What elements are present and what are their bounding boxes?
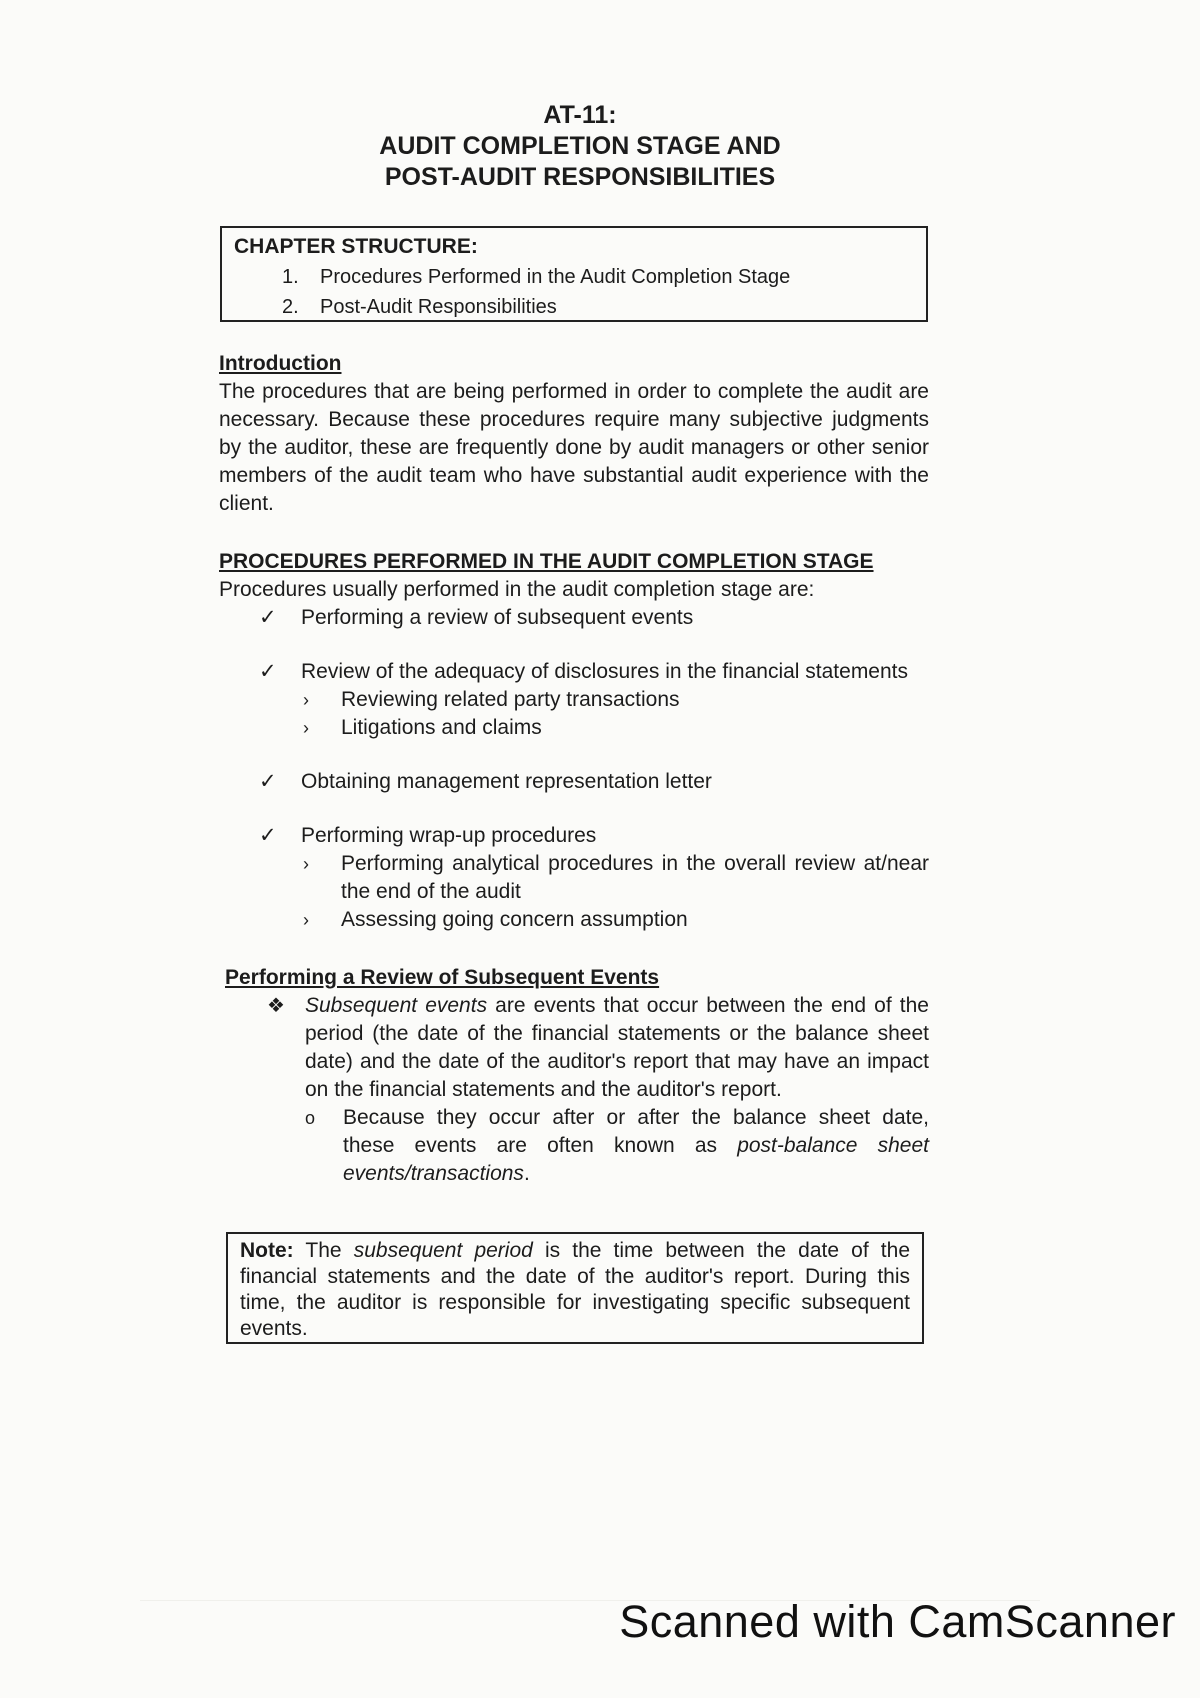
subpoint-text-before: Because they occur after or after the balance sheet date, these events are often known as <box>343 1106 929 1157</box>
check-icon: ✓ <box>259 606 277 629</box>
document-title <box>300 100 860 193</box>
procedure-item <box>219 822 929 850</box>
chapter-structure-title: CHAPTER STRUCTURE: <box>234 235 478 258</box>
procedure-subitem-text: Reviewing related party transactions <box>341 688 680 711</box>
note-text-post: is the time between the date of the financial statements and the date of the auditor's report. During this time, the auditor is responsible for investigating specific subsequent events. <box>240 1239 910 1340</box>
structure-item <box>282 262 914 292</box>
structure-item-text: Post-Audit Responsibilities <box>320 296 557 318</box>
procedure-item-text: Review of the adequacy of disclosures in the financial statements <box>301 660 909 683</box>
chevron-right-icon: › <box>303 910 309 930</box>
procedures-heading: PROCEDURES PERFORMED IN THE AUDIT COMPLETION STAGE <box>219 550 874 573</box>
chevron-right-icon: › <box>303 718 309 738</box>
procedure-subitem <box>219 850 929 906</box>
procedure-subitem <box>219 714 929 742</box>
chapter-structure-box <box>220 226 928 322</box>
introduction-paragraph: The procedures that are being performed in order to complete the audit are necessary. Because these procedures require many subjective judgments by the auditor, these are frequently done by audit managers or other senior members of the audit team who have substantial audit experience with the client. <box>219 380 929 515</box>
circle-bullet-icon: o <box>305 1108 316 1128</box>
procedure-item <box>219 768 929 796</box>
chevron-right-icon: › <box>303 690 309 710</box>
procedure-item <box>219 604 929 632</box>
chapter-structure-list <box>282 262 914 322</box>
procedure-item-text: Obtaining management representation letter <box>301 770 712 793</box>
procedure-subitem-text: Performing analytical procedures in the overall review at/near the end of the audit <box>341 852 929 903</box>
check-icon: ✓ <box>259 824 277 847</box>
procedure-subitem-text: Litigations and claims <box>341 716 542 739</box>
subsequent-events-definition <box>219 992 929 1104</box>
check-icon: ✓ <box>259 770 277 793</box>
note-box <box>226 1232 924 1344</box>
structure-item-number: 2. <box>282 296 299 318</box>
subsequent-events-subpoint <box>219 1104 929 1188</box>
check-icon: ✓ <box>259 660 277 683</box>
subsequent-events-definition-text: are events that occur between the end of the period (the date of the financial statements or the balance sheet date) and the date of the auditor's report that may have an impact on the financial statements and the auditor's report. <box>305 994 929 1101</box>
procedure-subitem <box>219 686 929 714</box>
procedure-item <box>219 658 929 686</box>
chevron-right-icon: › <box>303 854 309 874</box>
introduction-heading: Introduction <box>219 352 342 375</box>
procedure-item-text: Performing a review of subsequent events <box>301 606 694 629</box>
title-line-2: POST-AUDIT RESPONSIBILITIES <box>384 163 776 191</box>
diamond-bullet-icon: ❖ <box>267 995 285 1017</box>
structure-item-text: Procedures Performed in the Audit Completion Stage <box>320 266 791 288</box>
post-balance-sheet-term: post-balance sheet events/transactions <box>343 1134 929 1185</box>
subsequent-period-term: subsequent period <box>353 1239 533 1262</box>
structure-item-number: 1. <box>282 266 299 288</box>
procedure-subitem-text: Assessing going concern assumption <box>341 908 688 931</box>
subsequent-events-heading: Performing a Review of Subsequent Events <box>225 966 660 989</box>
title-line-1: AUDIT COMPLETION STAGE AND <box>379 132 781 160</box>
procedure-subitem <box>219 906 929 934</box>
subsequent-events-term: Subsequent events <box>305 994 488 1017</box>
procedure-item-text: Performing wrap-up procedures <box>301 824 597 847</box>
chapter-code: AT-11: <box>543 101 617 129</box>
main-content <box>219 350 929 1188</box>
procedures-lead: Procedures usually performed in the audit completion stage are: <box>219 578 815 601</box>
note-label: Note: <box>240 1239 294 1262</box>
structure-item <box>282 292 914 322</box>
camscanner-watermark: Scanned with CamScanner <box>619 1596 1176 1647</box>
subpoint-text-after: . <box>523 1162 530 1185</box>
note-text-pre: The <box>293 1239 354 1262</box>
